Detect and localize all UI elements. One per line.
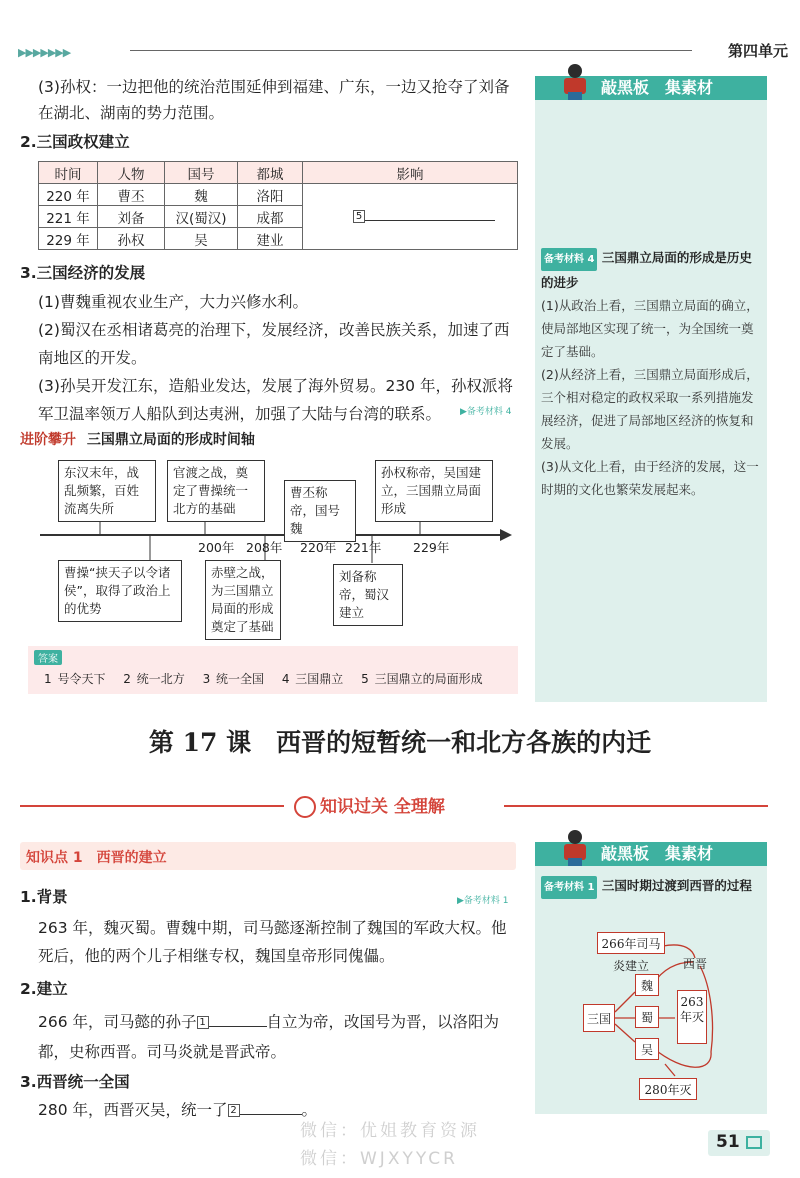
cell: 孙权 xyxy=(98,228,165,250)
timeline-box-top: 孙权称帝，吴国建立，三国鼎立局面形成 xyxy=(375,460,493,522)
cell: 229 年 xyxy=(39,228,98,250)
answer-list xyxy=(44,670,483,687)
sidebar-body xyxy=(541,246,763,501)
material-title: 三国时期过渡到西晋的过程 xyxy=(601,878,752,893)
establish-part: 自立为帝，改国号为晋，以洛阳为都，史称西晋。司马炎就是晋武帝。 xyxy=(38,1013,500,1061)
economy-item: (3)孙吴开发江东，造船业发达，发展了海外贸易。230 年，孙权派将军卫温率领万人船队到达夷洲，加强了大陆与台湾的联系。 xyxy=(38,377,513,423)
cell: 成都 xyxy=(238,206,303,228)
section2-heading: 2.三国政权建立 xyxy=(20,133,130,151)
cell: 刘备 xyxy=(98,206,165,228)
page-number: 51 xyxy=(716,1132,740,1152)
header-dots: ▶▶▶▶▶▶▶ xyxy=(18,46,71,59)
cell: 洛阳 xyxy=(238,184,303,206)
cell: 建业 xyxy=(238,228,303,250)
answer-item: 4 三国鼎立 xyxy=(281,672,344,686)
blank-number: 2 xyxy=(228,1104,240,1117)
section3-heading: 3.三国经济的发展 xyxy=(20,264,146,282)
cell: 曹丕 xyxy=(98,184,165,206)
timeline-box-top: 官渡之战，奠定了曹操统一北方的基础 xyxy=(167,460,265,522)
timeline-title: 三国鼎立局面的形成时间轴 xyxy=(86,432,255,448)
cell: 吴 xyxy=(165,228,238,250)
banner-line-right xyxy=(504,805,768,807)
timeline-arrow xyxy=(500,529,512,541)
book-icon xyxy=(746,1136,762,1149)
cell: 221 年 xyxy=(39,206,98,228)
header-rule xyxy=(130,50,692,51)
kp1-establish-heading: 2.建立 xyxy=(20,980,68,998)
answer-blank[interactable] xyxy=(209,1026,267,1027)
banner-text: 知识过关 全理解 xyxy=(320,797,445,817)
economy-item: (1)曹魏重视农业生产，大力兴修水利。 xyxy=(38,293,308,311)
year-label: 229年 xyxy=(413,540,450,555)
material-para: (2)从经济上看，三国鼎立局面形成后，三个相对稳定的政权采取一系列措施发展经济，促进了局部地区经济的恢复和发展。 xyxy=(541,367,759,451)
economy-item: (2)蜀汉在丞相诸葛亮的治理下，发展经济，改善民族关系，加速了西南地区的开发。 xyxy=(38,321,510,367)
th-impact: 影响 xyxy=(303,162,518,184)
impact-blank-cell xyxy=(303,184,518,250)
kp1-unify-text: 280 年，西晋灭吴，统一了 2 。 xyxy=(38,1101,318,1119)
economy-list xyxy=(38,288,520,428)
material-title-line xyxy=(541,246,763,294)
th-person: 人物 xyxy=(98,162,165,184)
kp1-establish-text xyxy=(38,1007,520,1067)
advance-tag: 进阶攀升 xyxy=(20,432,76,448)
watermark-line: 微信：优姐教育资源 xyxy=(300,1121,480,1141)
banner-line-left xyxy=(20,805,284,807)
cell: 魏 xyxy=(165,184,238,206)
timeline-heading xyxy=(20,429,255,449)
year-label: 200年 xyxy=(198,540,235,555)
th-country: 国号 xyxy=(165,162,238,184)
material-para: (1)从政治上看，三国鼎立局面的确立，使局部地区实现了统一，为全国统一奠定了基础。 xyxy=(541,298,759,359)
material-tag: 备考材料 1 xyxy=(541,876,597,899)
flow-node-top: 266年司马炎建立 xyxy=(597,932,665,954)
watermark-line: 微信：WJXYYCR xyxy=(300,1149,458,1169)
sidebar-head: 敲黑板 集素材 xyxy=(535,842,767,866)
year-label: 208年 xyxy=(246,540,283,555)
kp1-unify-heading: 3.西晋统一全国 xyxy=(20,1073,130,1091)
establish-part: 266 年，司马懿的孙子 xyxy=(38,1013,197,1031)
timeline-box-bottom: 刘备称帝，蜀汉建立 xyxy=(333,564,403,626)
kp1-background-heading: 1.背景 xyxy=(20,888,68,906)
flow-node-sanguo: 三国 xyxy=(583,1004,615,1032)
material-tag: 备考材料 4 xyxy=(541,248,597,271)
teacher-icon xyxy=(558,828,592,868)
ref-material-4[interactable]: ▶备考材料 4 xyxy=(460,407,512,417)
regime-table xyxy=(38,161,518,250)
cell: 汉(蜀汉) xyxy=(165,206,238,228)
answer-label: 答案 xyxy=(34,650,62,665)
flow-node-wu: 吴 xyxy=(635,1038,659,1060)
flow-node-280: 280年灭 xyxy=(639,1078,697,1100)
sidebar-head: 敲黑板 集素材 xyxy=(535,76,767,100)
th-capital: 都城 xyxy=(238,162,303,184)
timeline-box-bottom: 赤壁之战，为三国鼎立局面的形成奠定了基础 xyxy=(205,560,281,640)
answer-item: 2 统一北方 xyxy=(123,672,185,686)
timeline-box-bottom: 曹操“挟天子以令诸侯”，取得了政治上的优势 xyxy=(58,560,182,622)
year-label: 221年 xyxy=(345,540,382,555)
sidebar-material-1 xyxy=(535,842,767,1114)
flow-node-wei: 魏 xyxy=(635,974,659,996)
table-row xyxy=(39,184,518,206)
flow-node-263: 263年灭 xyxy=(677,990,707,1044)
material-para: (3)从文化上看，由于经济的发展，这一时期的文化也繁荣发展起来。 xyxy=(541,459,759,497)
answer-blank[interactable] xyxy=(365,220,495,221)
cell: 220 年 xyxy=(39,184,98,206)
unify-part: 280 年，西晋灭吴，统一了 xyxy=(38,1101,228,1119)
kp1-background-text: 263 年，魏灭蜀。曹魏中期，司马懿逐渐控制了魏国的军政大权。他死后，他的两个儿子相继专权，魏国皇帝形同傀儡。 xyxy=(38,919,507,965)
answer-item: 3 统一全国 xyxy=(202,672,265,686)
banner-icon xyxy=(294,796,316,818)
teacher-icon xyxy=(558,62,592,102)
unit-title: 第四单元 xyxy=(727,42,788,60)
blank-number: 5 xyxy=(353,210,365,223)
flow-node-shu: 蜀 xyxy=(635,1006,659,1028)
flow-node-xijin: 西晋 xyxy=(683,957,708,971)
answer-item: 1 号令天下 xyxy=(44,672,106,686)
item3-text: (3)孙权：一边把他的统治范围延伸到福建、广东，一边又抢夺了刘备在湖北、湖南的势力范围。 xyxy=(38,78,510,122)
answer-item: 5 三国鼎立的局面形成 xyxy=(361,672,483,686)
kp1-banner xyxy=(20,842,516,870)
timeline-box-top: 东汉末年，战乱频繁，百姓流离失所 xyxy=(58,460,156,522)
timeline-box-top: 曹丕称帝，国号魏 xyxy=(284,480,356,542)
sidebar-material-4 xyxy=(535,76,767,702)
th-time: 时间 xyxy=(39,162,98,184)
page-number-box xyxy=(708,1130,770,1156)
blank-number: 1 xyxy=(197,1016,209,1029)
banner-title xyxy=(294,792,445,818)
kp1-label: 知识点 1 西晋的建立 xyxy=(26,850,167,866)
year-label: 220年 xyxy=(300,540,337,555)
lesson-title: 第 17 课 西晋的短暂统一和北方各族的内迁 xyxy=(148,728,652,757)
ref-material-1[interactable]: ▶备考材料 1 xyxy=(457,896,509,906)
answer-blank[interactable] xyxy=(240,1114,302,1115)
material-title: 三国鼎立局面的形成是历史的进步 xyxy=(541,250,752,290)
answer-box xyxy=(28,646,518,694)
